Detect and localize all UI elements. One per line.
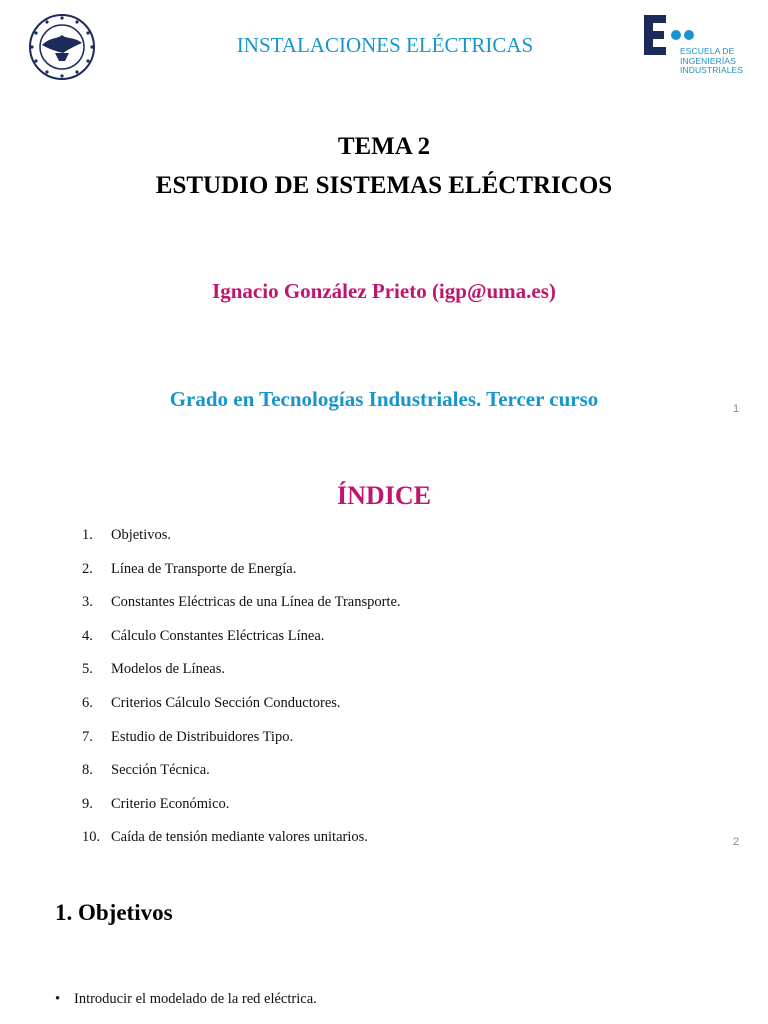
toc-item [82, 594, 682, 628]
toc-item-text: Sección Técnica. [111, 762, 210, 779]
university-seal-icon [25, 13, 99, 81]
toc-item-number: 2. [82, 560, 93, 577]
school-logo-line: ESCUELA DE [680, 46, 735, 56]
toc-item-number: 9. [82, 795, 93, 812]
school-logo [640, 13, 750, 83]
toc-item [82, 762, 682, 796]
school-logo-line: INGENIERÍAS [680, 55, 736, 66]
course-title: INSTALACIONES ELÉCTRICAS [236, 33, 534, 57]
toc-item-text: Modelos de Líneas. [111, 661, 225, 678]
section-title: 1. Objetivos [55, 900, 173, 925]
author-line: Ignacio González Prieto (igp@uma.es) [212, 279, 556, 303]
index-title: ÍNDICE [337, 481, 431, 510]
toc-item-text: Objetivos. [111, 527, 172, 543]
toc-item [82, 561, 682, 595]
toc-item-text: Criterio Económico. [111, 795, 230, 812]
toc-item-text: Estudio de Distribuidores Tipo. [111, 728, 294, 745]
toc-item-number: 6. [82, 694, 93, 711]
school-logo-text [680, 47, 743, 76]
toc-item-number: 7. [82, 728, 93, 745]
toc-item-number: 1. [82, 527, 93, 543]
toc-item-number: 4. [82, 627, 93, 644]
toc-item [82, 729, 682, 763]
school-logo-line: INDUSTRIALES [680, 65, 744, 75]
bullet-text: Introducir el modelado de la red eléctrica. [74, 991, 317, 1007]
page-number: 1 [732, 403, 740, 415]
toc-item [82, 527, 682, 561]
table-of-contents [82, 527, 682, 863]
tema-title: ESTUDIO DE SISTEMAS ELÉCTRICOS [155, 172, 613, 199]
toc-item [82, 628, 682, 662]
toc-item-text: Línea de Transporte de Energía. [111, 560, 297, 577]
toc-item-text: Caída de tensión mediante valores unitarios. [111, 829, 368, 846]
bullet-icon: • [55, 991, 61, 1007]
degree-line: Grado en Tecnologías Industriales. Tercer curso [169, 387, 599, 411]
tema-number: TEMA 2 [337, 133, 431, 160]
page-number: 2 [732, 836, 740, 848]
toc-item-text: Cálculo Constantes Eléctricas Línea. [111, 627, 325, 644]
toc-item [82, 661, 682, 695]
toc-item [82, 796, 682, 830]
toc-item-text: Constantes Eléctricas de una Línea de Transporte. [111, 594, 401, 611]
toc-item-number: 8. [82, 762, 93, 779]
toc-item-text: Criterios Cálculo Sección Conductores. [111, 694, 341, 711]
toc-item-number: 3. [82, 594, 93, 611]
bullet-item [55, 991, 317, 1008]
toc-item-number: 5. [82, 661, 93, 678]
toc-item [82, 695, 682, 729]
toc-item [82, 829, 682, 863]
toc-item-number: 10. [82, 829, 101, 846]
